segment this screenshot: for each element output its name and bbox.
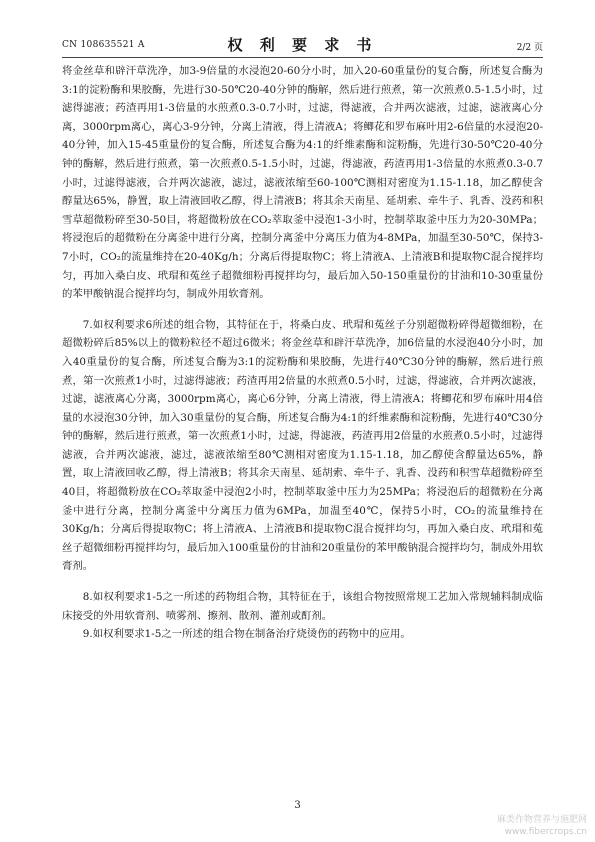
patent-number: CN 108635521 A: [62, 40, 145, 50]
claims-body: [62, 62, 543, 644]
header-divider: [62, 57, 543, 58]
claim-6-continuation: 将金丝草和辟汗草洗净，加3-9倍量的水浸泡20-60分小时，加入20-60重量份的复合酶，所述复合酶为3:1的淀粉酶和果胶酶，先进行30-50℃20-40分钟的酶解，然后进行煎煮，第一次煎煮0.5-1.5小时，过滤得滤液；药渣再用1-3倍量的水煎煮0.3-0.7小时，过滤，得滤液，合并两次滤液，过滤，滤液离心分离，3000rpm离心，离心3-9分钟，分离上清液，得上清液A；将鲫花和罗布麻叶用2-6倍量的水浸泡20-40分钟，加入15-45重量份的复合酶，所述复合酶为4:1的纤维素酶和淀粉酶，先进行30-50℃20-40分钟的酶解，然后进行煎煮，第一次煎煮0.5-1.5小时，过滤，得滤液，药渣再用1-3倍量的水煎煮0.3-0.7小时，过滤得滤液，合并两次滤液，滤过，滤液浓缩至60-100℃测相对密度为1.15-1.18，加乙醇使含醇量达65%，静置，取上清液回收乙醇，得上清液B；将其余天南星、延胡索、牵牛子、乳香、没药和积雪草超微粉碎至30-50目，将超微粉放在CO₂萃取釜中浸泡1-3小时，控制萃取釜中压力为20-30MPa；将浸泡后的超微粉在分离釜中进行分离，控制分离釜中分离压力值为4-8MPa，加温至30-50℃，保持3-7小时，CO₂的流量维持在20-40Kg/h；分离后得提取物C；将上清液A、上清液B和提取物C混合搅拌均匀，再加入桑白皮、玳瑁和菟丝子超微细粉再搅拌均匀，最后加入50-150重量份的甘油和10-30重量份的苯甲酸钠混合搅拌均匀，制成外用软膏剂。: [62, 65, 543, 301]
watermark-url: www.fibercrops.cn: [504, 827, 587, 837]
claim-9: 9.如权利要求1-5之一所述的组合物在制备治疗烧烫伤的药物中的应用。: [82, 628, 411, 641]
document-title: 权 利 要 求 书: [227, 36, 378, 54]
page-number: 3: [294, 800, 301, 811]
page-header: [62, 34, 543, 56]
site-watermark: [497, 814, 587, 838]
page-indicator: 2/2 页: [516, 43, 543, 53]
watermark-name: 麻类作物营养与施肥网: [496, 815, 587, 825]
claim-8: 8.如权利要求1-5之一所述的药物组合物，其特征在于，该组合物按照常规工艺加入常规辅料制成临床接受的外用软膏剂、喷雾剂、擦剂、散剂、灌剂或酊剂。: [62, 591, 543, 622]
claim-7: 7.如权利要求6所述的组合物，其特征在于，将桑白皮、玳瑁和菟丝子分别超微粉碎得超微细粉，在超微粉碎后85%以上的微粉粒径不超过6微米；将金丝草和辟汗草洗净，加6倍量的水浸泡40分小时，加入40重量份的复合酶，所述复合酶为3:1的淀粉酶和果胶酶，先进行40℃30分钟的酶解，然后进行煎煮，第一次煎煮1小时，过滤得滤液；药渣再用2倍量的水煎煮0.5小时，过滤，得滤液，合并两次滤液，过滤，滤液离心分离，3000rpm离心，离心6分钟，分离上清液，得上清液A；将鲫花和罗布麻叶用4倍量的水浸泡30分钟，加入30重量份的复合酶，所述复合酶为4:1的纤维素酶和淀粉酶，先进行40℃30分钟的酶解，然后进行煎煮，第一次煎煮1小时，过滤，得滤液，药渣再用2倍量的水煎煮0.5小时，过滤得滤液，合并两次滤液，滤过，滤液浓缩至80℃测相对密度为1.15-1.18，加乙醇使含醇量达65%，静置，取上清液回收乙醇，得上清液B；将其余天南星、延胡索、牵牛子、乳香、没药和积雪草超微粉碎至40目，将超微粉放在CO₂萃取釜中浸泡2小时，控制萃取釜中压力为25MPa；将浸泡后的超微粉在分离釜中进行分离，控制分离釜中分离压力值为6MPa，加温至40℃，保持5小时，CO₂的流量维持在30Kg/h；分离后得提取物C；将上清液A、上清液B和提取物C混合搅拌均匀，再加入桑白皮、玳瑁和菟丝子超微细粉再搅拌均匀，最后加入100重量份的甘油和20重量份的苯甲酸钠混合搅拌均匀，制成外用软膏剂。: [62, 318, 543, 573]
